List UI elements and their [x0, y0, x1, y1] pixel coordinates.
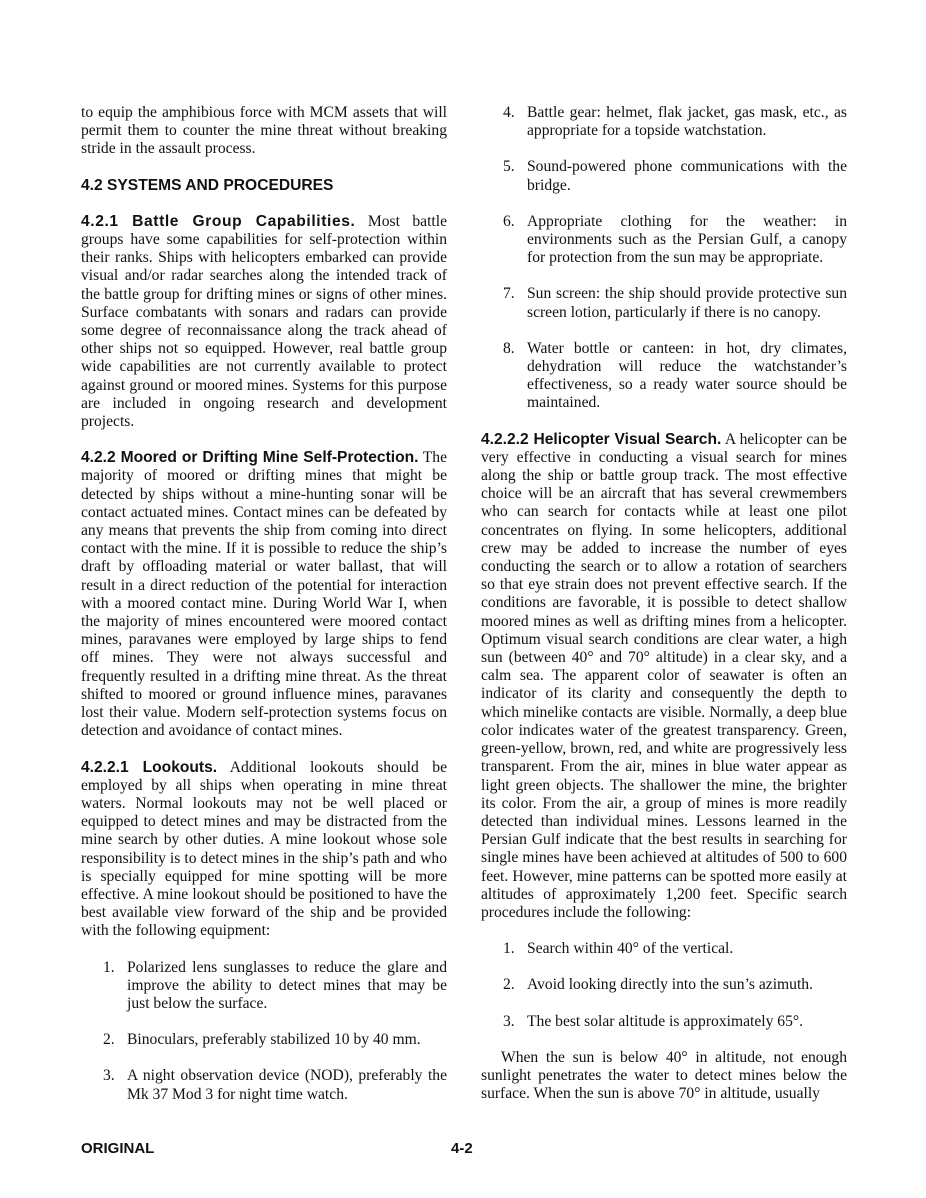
list-item-text: Appropriate clothing for the weather: in environments such as the Persian Gulf, a canopy for protection from the sun may be appropriate.: [527, 212, 847, 267]
list-item: [481, 104, 847, 140]
list-item-number: 5.: [503, 158, 515, 176]
section-4-2-2-2-heading: 4.2.2.2 Helicopter Visual Search.: [481, 430, 722, 448]
footer-label: ORIGINAL: [81, 1140, 155, 1157]
list-item-text: Sound-powered phone communications with the bridge.: [527, 158, 847, 194]
list-item-text: Binoculars, preferably stabilized 10 by 40 mm.: [127, 1031, 421, 1049]
left-column: [81, 104, 447, 1122]
section-4-2-2-1: [81, 759, 447, 941]
closing-paragraph: When the sun is below 40° in altitude, not enough sunlight penetrates the water to detect mines below the surface. When the sun is above 70° in altitude, usually: [481, 1048, 847, 1103]
list-item: [481, 158, 847, 194]
list-item-number: 1.: [103, 958, 115, 976]
list-item: [481, 940, 847, 958]
section-4-2-2-1-heading: 4.2.2.1 Lookouts.: [81, 758, 218, 776]
list-item: [81, 1031, 447, 1049]
section-4-2-2-body: The majority of moored or drifting mines that might be detected by ships without a mine-hunting sonar will be contact actuated mines. Contact mines can be defeated by any means that prevents the ship from coming into direct contact with the mine. If it is possible to reduce the ship’s draft by offloading material or water ballast, that will result in a direct reduction of the potential for interaction with a moored contact mine. During World War I, when the majority of mines encountered were moored contact mines, paravanes were employed by large ships to fend off mines. They were not always successful and frequently resulted in a drifting mine threat. As the threat shifted to moored or ground influence mines, paravanes lost their value. Modern self-protection systems focus on detection and avoidance of contact mines.: [81, 449, 447, 740]
list-item-text: The best solar altitude is approximately 65°.: [527, 1012, 804, 1030]
list-item-text: A night observation device (NOD), preferably the Mk 37 Mod 3 for night time watch.: [127, 1067, 447, 1103]
list-item-text: Battle gear: helmet, flak jacket, gas mask, etc., as appropriate for a topside watchstation.: [527, 104, 847, 140]
equipment-list-part-2: [481, 104, 847, 413]
list-item: [481, 1013, 847, 1031]
list-item-number: 8.: [503, 339, 515, 357]
list-item-number: 1.: [503, 940, 515, 958]
list-item-text: Search within 40° of the vertical.: [527, 940, 734, 958]
list-item-number: 2.: [503, 976, 515, 994]
list-item: [81, 1067, 447, 1103]
list-item-text: Polarized lens sunglasses to reduce the glare and improve the ability to detect mines that may be just below the surface.: [127, 958, 447, 1012]
list-item-number: 3.: [103, 1067, 115, 1085]
list-item-number: 2.: [103, 1031, 115, 1049]
section-4-2-1: [81, 213, 447, 431]
list-item-number: 7.: [503, 285, 515, 303]
section-4-2-2-1-body: Additional lookouts should be employed by all ships when operating in mine threat waters. Normal lookouts may not be well placed or equipped to detect mines and may be distracted from the mine search by other duties. A mine lookout whose sole responsibility is to detect mines in the ship’s path and who is specially equipped for mine spotting will be more effective. A mine lookout should be positioned to have the best available view forward of the ship and be provided with the following equipment:: [81, 758, 447, 940]
section-4-2-1-heading: 4.2.1 Battle Group Capabilities.: [81, 212, 356, 230]
page-number: 4-2: [451, 1140, 473, 1157]
list-item-number: 3.: [503, 1012, 515, 1030]
list-item-text: Avoid looking directly into the sun’s azimuth.: [527, 976, 813, 994]
list-item-number: 6.: [503, 212, 515, 230]
list-item: [481, 340, 847, 413]
right-column: [481, 104, 847, 1121]
list-item: [481, 213, 847, 268]
list-item-text: Water bottle or canteen: in hot, dry climates, dehydration will reduce the watchstander’s effectiveness, so a ready water source should be maintained.: [527, 339, 847, 412]
list-item-text: Sun screen: the ship should provide protective sun screen lotion, particularly if there is no canopy.: [527, 285, 847, 321]
list-item: [81, 959, 447, 1014]
section-4-2-1-body: Most battle groups have some capabilities for self-protection within their ranks. Ships with helicopters embarked can provide visual and/or radar searches along the intended track of the battle group for drifting mines or signs of other mines. Surface combatants with sonars and radars can provide some degree of reconnaissance along the track ahead of other ships not so equipped. However, real battle group wide capabilities are not currently available to protect against ground or moored mines. Systems for this purpose are included in ongoing research and development projects.: [81, 212, 447, 431]
section-4-2-2: [81, 449, 447, 740]
equipment-list-part-1: [81, 959, 447, 1104]
list-item: [481, 976, 847, 994]
section-heading: 4.2 SYSTEMS AND PROCEDURES: [81, 176, 334, 194]
section-4-2-2-2-body: A helicopter can be very effective in conducting a visual search for mines along the ship or battle group track. The most effective choice will be an aircraft that has several crewmembers who can search for contacts while at least one pilot concentrates on flying. In some helicopters, additional crew may be added to increase the number of eyes conducting the search or to allow a rotation of searchers so that eye strain does not prevent effective search. If the conditions are favorable, it is possible to detect shallow moored mines as well as drifting mines from a helicopter. Optimum visual search conditions are clear water, a high sun (between 40° and 70° altitude) in a clear sky, and a calm sea. The apparent color of seawater is often an indicator of its clarity and consequently the depth to which minelike contacts are visible. Normally, a deep blue color indicates water of the greatest transparency. Green, green-yellow, brown, red, and white are progressively less transparent. From the air, mines in blue water appear as light green objects. The shallower the mine, the brighter its color. From the air, a group of mines is more readily detected than individual mines. Lessons learned in the Persian Gulf indicate that the best results in searching for single mines have been achieved at altitudes of 500 to 600 feet. However, mine patterns can be spotted more easily at altitudes of approximately 1,200 feet. Specific search procedures include the following:: [481, 430, 847, 921]
list-item: [481, 285, 847, 321]
list-item-number: 4.: [503, 104, 515, 121]
intro-paragraph: to equip the amphibious force with MCM assets that will permit them to counter the mine threat without breaking stride in the assault process.: [81, 104, 447, 158]
search-procedures-list: [481, 940, 847, 1031]
section-4-2-2-heading: 4.2.2 Moored or Drifting Mine Self-Protection.: [81, 449, 419, 467]
section-4-2-2-2: [481, 431, 847, 922]
